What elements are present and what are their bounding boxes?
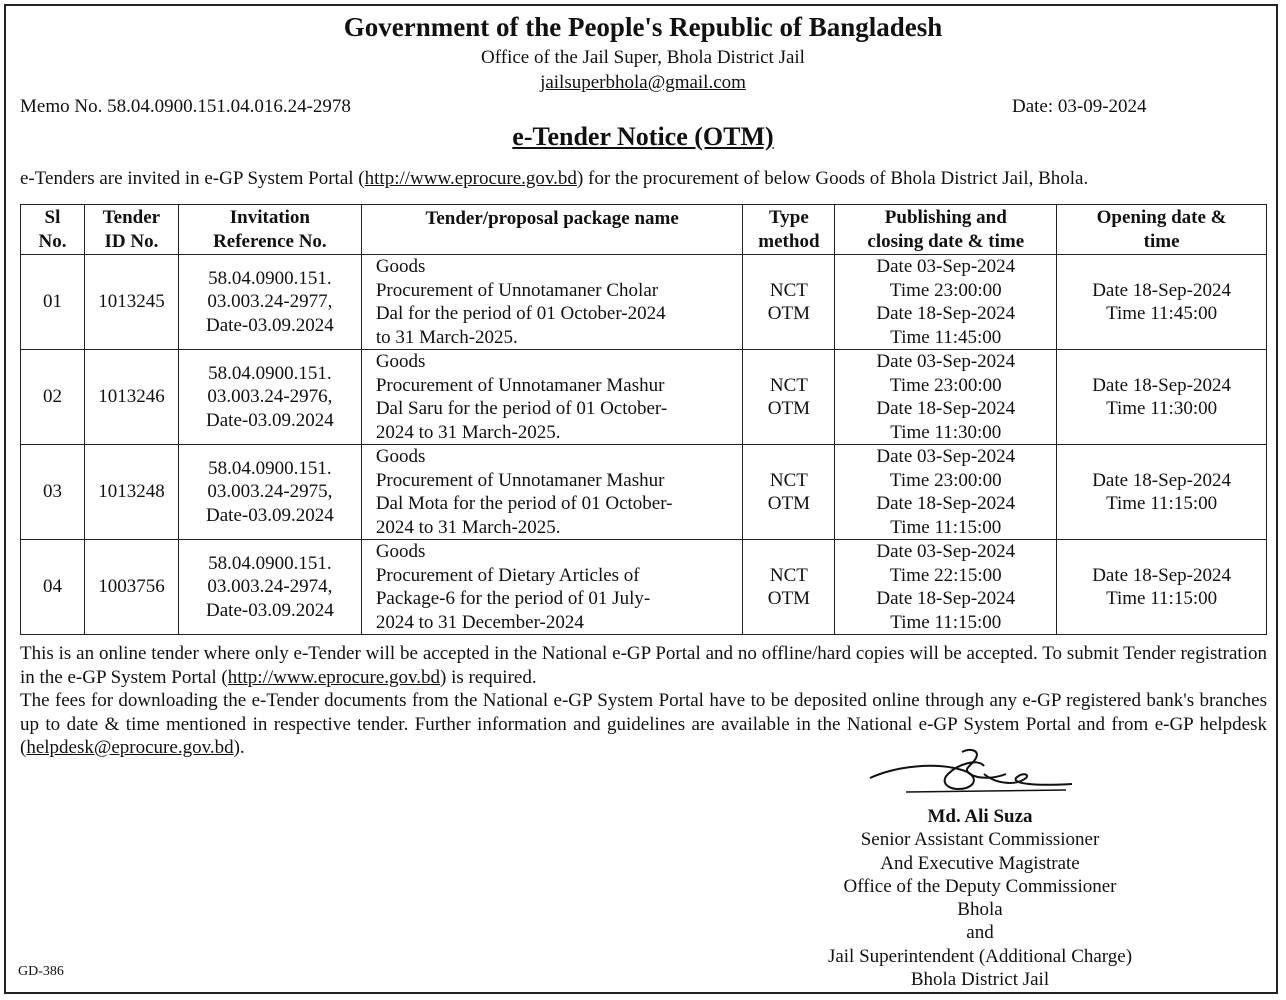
cell-publishing: Date 03-Sep-2024 Time 23:00:00 Date 18-Sep-2024 Time 11:30:00 xyxy=(835,350,1057,445)
intro-text: e-Tenders are invited in e-GP System Portal (http://www.eprocure.gov.bd) for the procurement of below Goods of Bhola District Jail, Bhola. xyxy=(20,168,1089,189)
cell-opening: Date 18-Sep-2024 Time 11:45:00 xyxy=(1057,255,1267,350)
table-row xyxy=(21,255,1267,350)
cell-tender-id: 1013248 xyxy=(84,445,178,540)
column-header-publishing: Publishing and closing date & time xyxy=(835,205,1057,255)
tender-table xyxy=(20,204,1267,635)
cell-tender-id: 1013245 xyxy=(84,255,178,350)
cell-reference: 58.04.0900.151. 03.003.24-2975, Date-03.09.2024 xyxy=(178,445,361,540)
signatory-title-line: Bhola District Jail xyxy=(910,969,1050,990)
signatory-title-line: Jail Superintendent (Additional Charge) xyxy=(827,946,1133,967)
government-heading: Government of the People's Republic of Bangladesh xyxy=(343,12,943,42)
cell-reference: 58.04.0900.151. 03.003.24-2977, Date-03.09.2024 xyxy=(178,255,361,350)
cell-package: Goods Procurement of Dietary Articles of Package-6 for the period of 01 July- 2024 to 31 December-2024 xyxy=(361,540,743,635)
footer-code: GD-386 xyxy=(18,964,64,979)
signatory-title-line: And Executive Magistrate xyxy=(880,853,1080,874)
cell-sl: 04 xyxy=(21,540,85,635)
notice-title: e-Tender Notice (OTM) xyxy=(512,122,774,151)
helpdesk-email-link[interactable]: helpdesk@eprocure.gov.bd xyxy=(26,737,234,758)
fees-paragraph: The fees for downloading the e-Tender documents from the National e-GP System Portal have to be deposited online through any e-GP registered bank's branches up to date & time mentioned in respective tender. Further information and guidelines are available in the National e-GP System Portal and from e-GP helpdesk (helpdesk@eprocure.gov.bd). xyxy=(20,690,1267,758)
signatory-title-line: Office of the Deputy Commissioner xyxy=(843,876,1117,897)
cell-opening: Date 18-Sep-2024 Time 11:15:00 xyxy=(1057,540,1267,635)
memo-number: Memo No. 58.04.0900.151.04.016.24-2978 xyxy=(20,96,351,117)
column-header-sl: Sl No. xyxy=(21,205,85,255)
cell-package: Goods Procurement of Unnotamaner Mashur Dal Saru for the period of 01 October- 2024 to 31 March-2025. xyxy=(361,350,743,445)
cell-publishing: Date 03-Sep-2024 Time 22:15:00 Date 18-Sep-2024 Time 11:15:00 xyxy=(835,540,1057,635)
cell-reference: 58.04.0900.151. 03.003.24-2976, Date-03.09.2024 xyxy=(178,350,361,445)
column-header-tender-id: Tender ID No. xyxy=(84,205,178,255)
cell-type: NCT OTM xyxy=(743,350,835,445)
column-header-opening: Opening date & time xyxy=(1057,205,1267,255)
online-tender-paragraph: This is an online tender where only e-Tender will be accepted in the National e-GP Portal and no offline/hard copies will be accepted. To submit Tender registration in the e-GP System Portal (http://www.eprocure.gov.bd) is required. xyxy=(20,643,1267,688)
notice-date: Date: 03-09-2024 xyxy=(1012,96,1147,117)
cell-tender-id: 1003756 xyxy=(84,540,178,635)
cell-sl: 03 xyxy=(21,445,85,540)
cell-sl: 01 xyxy=(21,255,85,350)
column-header-reference: Invitation Reference No. xyxy=(178,205,361,255)
eprocure-link[interactable]: http://www.eprocure.gov.bd xyxy=(364,168,577,189)
cell-opening: Date 18-Sep-2024 Time 11:15:00 xyxy=(1057,445,1267,540)
cell-package: Goods Procurement of Unnotamaner Cholar Dal for the period of 01 October-2024 to 31 March-2025. xyxy=(361,255,743,350)
table-row xyxy=(21,445,1267,540)
table-header-row xyxy=(21,205,1267,255)
cell-opening: Date 18-Sep-2024 Time 11:30:00 xyxy=(1057,350,1267,445)
cell-publishing: Date 03-Sep-2024 Time 23:00:00 Date 18-Sep-2024 Time 11:45:00 xyxy=(835,255,1057,350)
cell-tender-id: 1013246 xyxy=(84,350,178,445)
table-row xyxy=(21,350,1267,445)
office-name: Office of the Jail Super, Bhola District Jail xyxy=(481,47,805,68)
cell-package: Goods Procurement of Unnotamaner Mashur Dal Mota for the period of 01 October- 2024 to 31 March-2025. xyxy=(361,445,743,540)
cell-type: NCT OTM xyxy=(743,540,835,635)
cell-type: NCT OTM xyxy=(743,445,835,540)
signatory-title-line: Senior Assistant Commissioner xyxy=(860,829,1100,850)
cell-reference: 58.04.0900.151. 03.003.24-2974, Date-03.09.2024 xyxy=(178,540,361,635)
column-header-type: Type method xyxy=(743,205,835,255)
handwritten-signature xyxy=(866,744,1076,806)
cell-publishing: Date 03-Sep-2024 Time 23:00:00 Date 18-Sep-2024 Time 11:15:00 xyxy=(835,445,1057,540)
signatory-title-line: and xyxy=(966,922,994,943)
office-email-link[interactable]: jailsuperbhola@gmail.com xyxy=(540,72,746,93)
signatory-title-line: Bhola xyxy=(957,899,1003,920)
column-header-package: Tender/proposal package name xyxy=(361,205,743,255)
cell-type: NCT OTM xyxy=(743,255,835,350)
cell-sl: 02 xyxy=(21,350,85,445)
eprocure-link-2[interactable]: http://www.eprocure.gov.bd xyxy=(227,666,441,688)
table-row xyxy=(21,540,1267,635)
signatory-name: Md. Ali Suza xyxy=(927,806,1033,827)
